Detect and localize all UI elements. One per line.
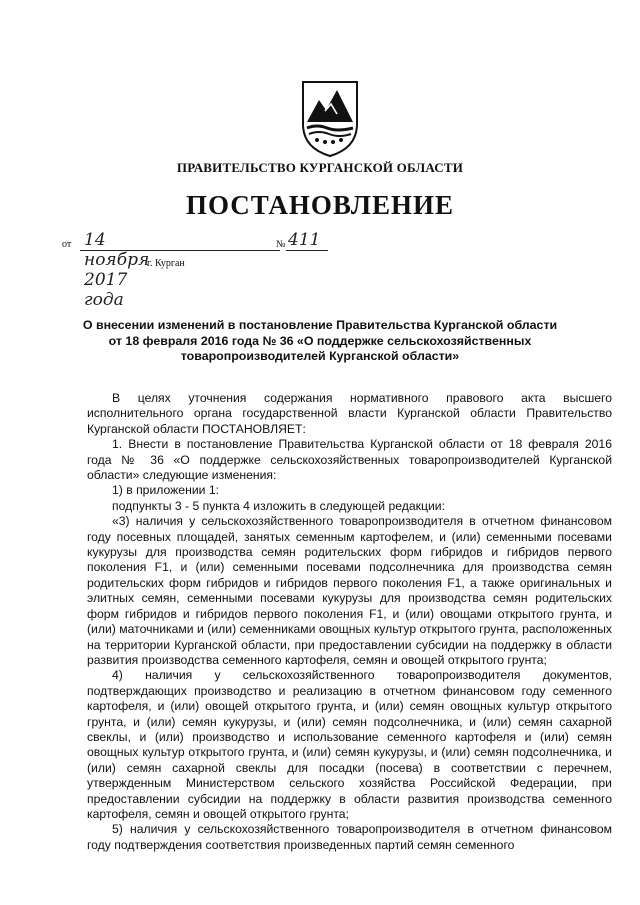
paragraph-item-1: 1. Внести в постановление Правительства Курганской области от 18 февраля 2016 года № 36 «О поддержке сельскохозяйственных товаропроизводителей Курганской области» следующие изменения: [87, 437, 612, 483]
paragraph-annex-1: 1) в приложении 1: [112, 483, 219, 498]
number-label: № [276, 239, 286, 250]
coat-of-arms-icon [295, 78, 365, 158]
date-underline [80, 250, 280, 251]
document-body [87, 391, 612, 853]
document-title [60, 318, 580, 365]
paragraph-subitem-4: 4) наличия у сельскохозяйственного товаропроизводителя документов, подтверждающих производство и реализацию в отчетном финансовом году семенного картофеля, и (или) овощей открытого грунта, и (или) семян овощных культур открытого грунта, и (или) семян кукурузы, и (или) семян подсолнечника, и (или) семян сахарной свеклы, и (или) производство и использование семенного картофеля и (или) семян овощных культур открытого грунта, и (или) семян кукурузы, и (или) семян подсолнечника, и (или) семян сахарной свеклы для посадки (посева) в соответствии с перечнем, утвержденным Министерством сельского хозяйства Российской Федерации, при предоставлении субсидии на поддержку в области развития производства семенного картофеля, семян и овощей открытого грунта; [87, 668, 612, 821]
paragraph-subitem-3: «3) наличия у сельскохозяйственного товаропроизводителя в отчетном финансовом году посевных площадей, занятых семенным картофелем, и (или) семенными посевами кукурузы для производства семян родительских форм гибридов и гибридов первого поколения F1, и (или) семенными посевами подсолнечника для производства семян родительских форм гибридов и гибридов первого поколения F1, а также оригинальных и элитных семян, семенными посевами кукурузы для производства семян родительских форм гибридов и гибридов первого поколения F1, и (или) овощами открытого грунта, и (или) маточниками и (или) семенниками овощных культур открытого грунта, расположенных на территории Курганской области, при предоставлении субсидии на поддержку в области развития производства семенного картофеля, семян и овощей открытого грунта; [87, 514, 612, 667]
paragraph-subitems-intro: подпункты 3 - 5 пункта 4 изложить в следующей редакции: [112, 498, 445, 513]
handwritten-date: 14 ноября 2017 года [84, 230, 150, 310]
handwritten-number: 411 [288, 230, 321, 250]
title-line: от 18 февраля 2016 года № 36 «О поддержке сельскохозяйственных [108, 333, 532, 348]
title-line: товаропроизводителей Курганской области» [180, 349, 460, 363]
org-name: ПРАВИТЕЛЬСТВО КУРГАНСКОЙ ОБЛАСТИ [176, 160, 464, 175]
title-line: О внесении изменений в постановление Правительства Курганской области [82, 318, 558, 332]
date-from-label: от [62, 239, 72, 250]
paragraph-preamble: В целях уточнения содержания нормативного правового акта высшего исполнительного органа государственной власти Курганской области Правительство Курганской области ПОСТАНОВЛЯЕТ: [87, 391, 612, 436]
number-underline [286, 250, 328, 251]
paragraph-subitem-5: 5) наличия у сельскохозяйственного товаропроизводителя в отчетном финансовом году подтверждения соответствия произведенных партий семян семенного [87, 822, 612, 852]
document-type: ПОСТАНОВЛЕНИЕ [185, 190, 455, 220]
city: г. Курган [147, 258, 185, 269]
